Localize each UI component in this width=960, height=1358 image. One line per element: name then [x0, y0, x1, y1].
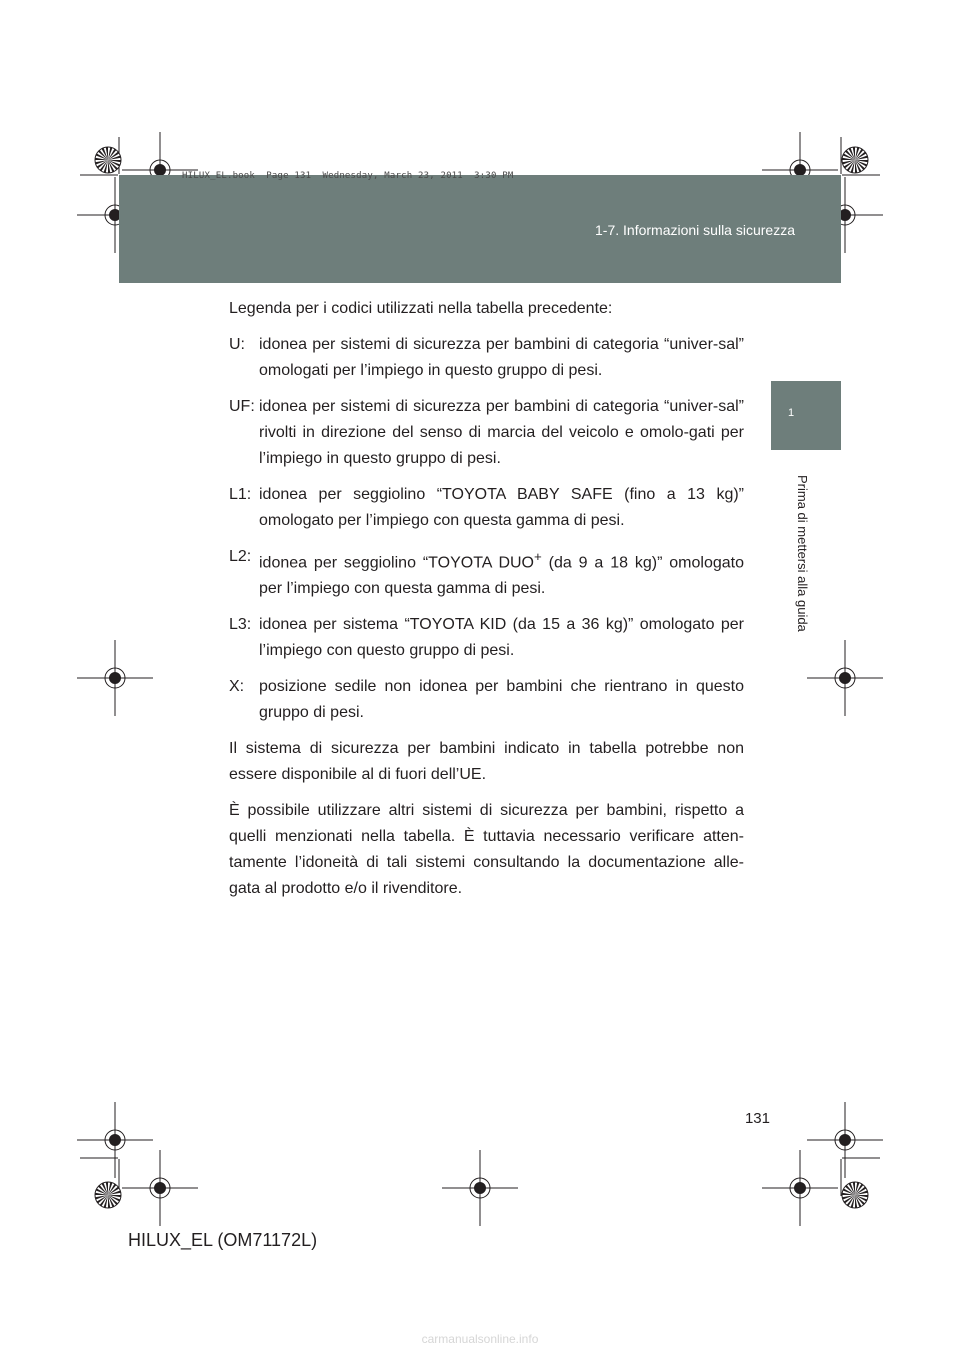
- other-systems-note: È possibile utilizzare altri sistemi di sicurezza per bambini, rispetto a quelli menzionati nella tabella. È tuttavia necessario verificare atten-tamente l’idoneità di tali sistemi consultando la documentazione alle-gata al prodotto e/o il rivenditore.: [229, 802, 744, 898]
- definition-text: idonea per sistema “TOYOTA KID (da 15 a 36 kg)” omologato per l’impiego con questo gruppo di pesi.: [259, 616, 744, 660]
- starburst-mark: [95, 147, 121, 173]
- definition-item: [229, 332, 744, 384]
- chapter-label: Prima di mettersi alla guida: [795, 475, 810, 632]
- definition-item: [229, 612, 744, 664]
- availability-note: Il sistema di sicurezza per bambini indicato in tabella potrebbe non essere disponibile al di fuori dell’UE.: [229, 740, 744, 784]
- definition-text-start: idonea per seggiolino “TOYOTA DUO: [259, 554, 534, 572]
- definition-text: [259, 544, 744, 602]
- starburst-mark: [842, 147, 868, 173]
- chapter-tab: [771, 381, 841, 450]
- watermark: carmanualsonline.info: [421, 1332, 539, 1346]
- definition-code: U:: [229, 336, 245, 353]
- section-title: 1-7. Informazioni sulla sicurezza: [595, 222, 795, 238]
- definition-text-end: (da 9 a 18 kg)” omologato per l’impiego con questa gamma di pesi.: [259, 554, 744, 598]
- definition-item: [229, 544, 744, 602]
- main-content: [229, 296, 744, 912]
- starburst-mark: [95, 1182, 121, 1208]
- legend-intro: Legenda per i codici utilizzati nella tabella precedente:: [229, 300, 613, 317]
- definition-text: posizione sedile non idonea per bambini che rientrano in questo gruppo di pesi.: [259, 678, 744, 722]
- definition-text: idonea per seggiolino “TOYOTA BABY SAFE (fino a 13 kg)” omologato per l’impiego con questa gamma di pesi.: [259, 486, 744, 529]
- page-number: 131: [744, 1110, 770, 1127]
- definition-item: [229, 674, 744, 726]
- definition-item: [229, 482, 744, 534]
- definition-code: L1:: [229, 486, 252, 503]
- crosshair-mark: [0, 0, 153, 716]
- definition-code: X:: [229, 678, 245, 696]
- definition-code: L3:: [229, 616, 252, 634]
- definition-text: idonea per sistemi di sicurezza per bambini di categoria “univer-sal” rivolti in direzione del senso di marcia del veicolo e omolo-gati per l’impiego in questo gruppo di pesi.: [259, 398, 744, 467]
- superscript-plus: +: [534, 549, 542, 564]
- definition-text: idonea per sistemi di sicurezza per bambini di categoria “univer-sal” omologati per l’impiego in questo gruppo di pesi.: [259, 336, 744, 379]
- chapter-number: 1: [787, 407, 795, 419]
- definition-code: UF:: [229, 398, 255, 415]
- starburst-mark: [842, 1182, 868, 1208]
- definition-code: L2:: [229, 548, 252, 565]
- manual-code: HILUX_EL (OM71172L): [128, 1230, 318, 1250]
- definition-item: [229, 394, 744, 472]
- print-stamp: HILUX_EL.book Page 131 Wednesday, March 23, 2011 3:30 PM: [182, 171, 514, 181]
